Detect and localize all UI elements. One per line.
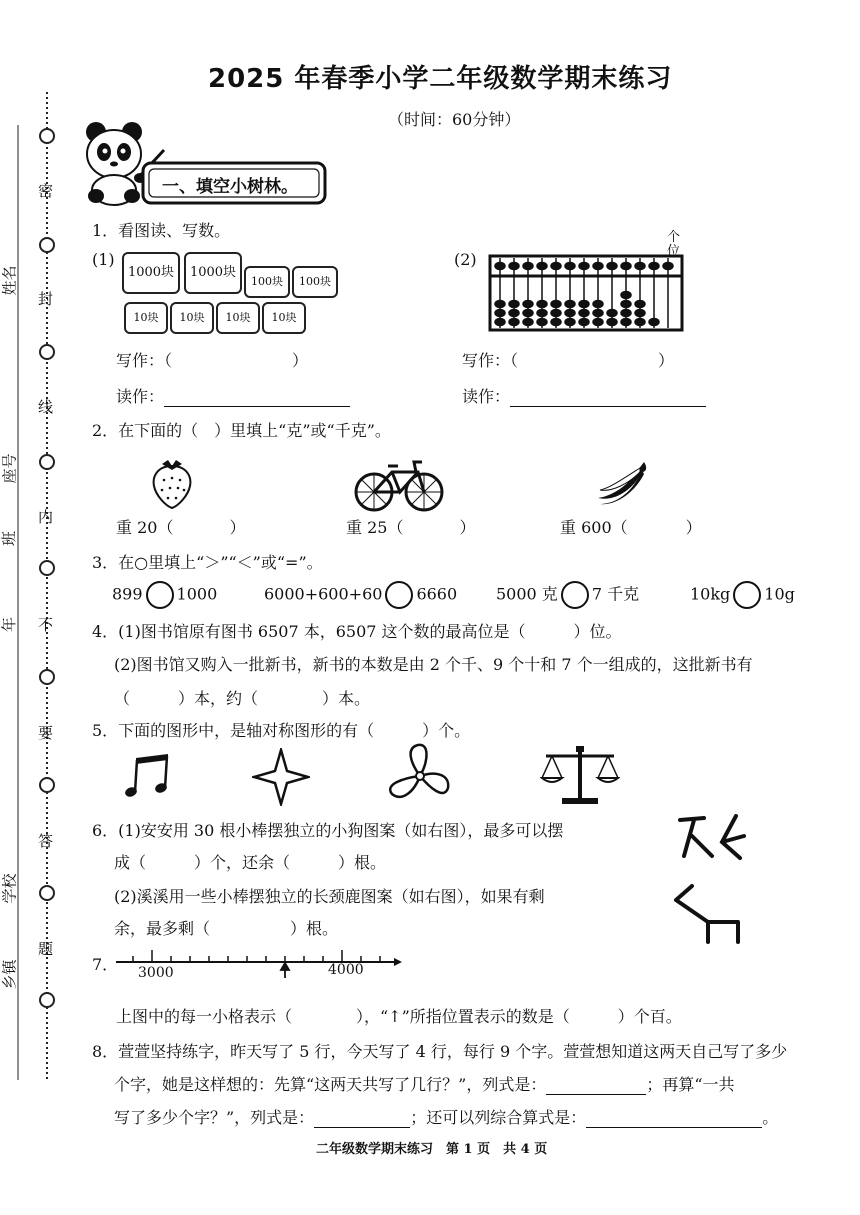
seal-char: 不 xyxy=(38,616,54,634)
abacus-bead xyxy=(593,319,603,326)
stick-dog-figure xyxy=(674,812,754,862)
q1-read-row-1 xyxy=(116,384,350,407)
question-4-line-3: （ ）本，约（ ）本。 xyxy=(114,689,371,708)
compare-1 xyxy=(112,581,217,609)
arrow-head xyxy=(281,963,289,970)
q2-close: ） xyxy=(685,518,702,537)
abacus-bead xyxy=(523,263,533,270)
question-5-stem: 5．下面的图形中，是轴对称图形的有（ ）个。 xyxy=(92,721,471,740)
bill-label: 10块 xyxy=(225,311,251,324)
compare-left: 5000 克 xyxy=(496,584,558,604)
compare-left: 6000+600+60 xyxy=(264,584,383,604)
q2-item-3 xyxy=(560,515,702,538)
compare-3 xyxy=(496,581,639,609)
compare-circle[interactable] xyxy=(561,581,589,609)
page-footer: 二年级数学期末练习 第 1 页 共 4 页 xyxy=(316,1142,548,1157)
abacus-bead xyxy=(537,301,547,308)
abacus-bead xyxy=(621,263,631,270)
music-note-icon xyxy=(124,752,172,802)
balance-scale-icon xyxy=(540,744,620,806)
question-1-stem: 1．看图读、写数。 xyxy=(92,221,231,240)
write-label: 写作：（ xyxy=(116,351,173,370)
page-title: 2025 年春季小学二年级数学期末练习 xyxy=(208,64,673,94)
abacus-bead xyxy=(495,310,505,317)
q1-part-2-label: (2) xyxy=(454,250,477,269)
abacus-bead xyxy=(523,310,533,317)
q2-item-2 xyxy=(346,515,475,538)
abacus-bead xyxy=(565,301,575,308)
bill-1000 xyxy=(122,252,180,294)
write-close: ） xyxy=(658,351,675,370)
town-label: 乡镇 xyxy=(0,959,19,990)
question-8-line-1: 8．萱萱坚持练字，昨天写了 5 行，今天写了 4 行，每行 9 个字。萱萱想知道这两天自己写了多少 xyxy=(92,1042,788,1061)
question-8-line-2 xyxy=(114,1072,735,1095)
question-8-line-3 xyxy=(114,1105,778,1128)
abacus-bead xyxy=(551,310,561,317)
seat-label: 座号 xyxy=(0,453,19,484)
q2-item-label: 重 600（ xyxy=(560,518,628,537)
abacus-bead xyxy=(579,301,589,308)
bill-10 xyxy=(170,302,214,334)
bill-label: 1000块 xyxy=(189,265,237,280)
compare-circle[interactable] xyxy=(146,581,174,609)
bill-10 xyxy=(262,302,306,334)
bill-1000 xyxy=(184,252,242,294)
abacus-bead xyxy=(621,319,631,326)
question-3-stem: 3．在○里填上“＞”“＜”或“=”。 xyxy=(92,553,323,572)
abacus-label-top: 个 xyxy=(667,230,681,245)
stick-giraffe-figure xyxy=(672,882,752,944)
question-6-line-3: (2)溪溪用一些小棒摆独立的长颈鹿图案（如右图），如果有剩 xyxy=(114,887,545,906)
abacus-bead xyxy=(523,319,533,326)
abacus-bead xyxy=(579,319,589,326)
bicycle-icon xyxy=(354,458,444,514)
abacus-bead xyxy=(551,263,561,270)
q8-text: ；再算“一共 xyxy=(646,1075,735,1094)
q1-write-label-2 xyxy=(462,348,674,371)
bill-label: 10块 xyxy=(179,311,205,324)
bill-10 xyxy=(216,302,260,334)
write-close: ） xyxy=(292,351,309,370)
abacus-bead xyxy=(579,263,589,270)
abacus-bead xyxy=(593,310,603,317)
abacus-bead xyxy=(607,310,617,317)
q1-part-1-label: (1) xyxy=(92,250,115,269)
tick-label-3000: 3000 xyxy=(138,965,174,981)
q1-write-label-1 xyxy=(116,348,308,371)
bill-label: 1000块 xyxy=(127,265,175,280)
time-note: （时间：60分钟） xyxy=(388,110,521,129)
abacus-bead xyxy=(649,263,659,270)
abacus-bead xyxy=(593,263,603,270)
compare-right: 1000 xyxy=(176,584,218,604)
seal-char: 密 xyxy=(38,182,54,200)
answer-line[interactable] xyxy=(510,406,706,407)
bill-label: 10块 xyxy=(133,311,159,324)
q8-text: 。 xyxy=(762,1108,779,1127)
abacus-bead xyxy=(593,301,603,308)
q2-item-label: 重 20（ xyxy=(116,518,174,537)
abacus-bead xyxy=(621,310,631,317)
abacus-label-bottom: 位 xyxy=(667,244,681,259)
grade-label: 年 xyxy=(0,616,19,633)
seal-char: 题 xyxy=(38,940,54,958)
read-label: 读作： xyxy=(462,387,511,406)
abacus-bead xyxy=(509,310,519,317)
answer-line[interactable] xyxy=(164,406,350,407)
seal-char: 答 xyxy=(38,832,54,850)
section-title: 一、填空小树林。 xyxy=(162,177,298,197)
abacus-bead xyxy=(663,263,673,270)
answer-line[interactable] xyxy=(314,1127,410,1128)
bill-10 xyxy=(124,302,168,334)
compare-right: 6660 xyxy=(416,584,458,604)
bill-100 xyxy=(244,266,290,298)
answer-line[interactable] xyxy=(546,1094,646,1095)
abacus-bead xyxy=(635,310,645,317)
read-label: 读作： xyxy=(116,387,165,406)
question-7-number: 7． xyxy=(92,955,119,974)
bill-100 xyxy=(292,266,338,298)
abacus-bead xyxy=(621,292,631,299)
fan-blade-icon xyxy=(384,742,456,812)
q2-item-label: 重 25（ xyxy=(346,518,404,537)
q8-text: 写了多少个字？”，列式是： xyxy=(114,1108,315,1127)
abacus-bead xyxy=(635,263,645,270)
abacus-bead xyxy=(565,263,575,270)
abacus-bead xyxy=(495,301,505,308)
compare-right: 7 千克 xyxy=(591,584,640,604)
compare-circle[interactable] xyxy=(385,581,413,609)
abacus-bead xyxy=(537,310,547,317)
q8-text: ；还可以列综合算式是： xyxy=(410,1108,587,1127)
abacus-bead xyxy=(537,319,547,326)
banana-icon xyxy=(594,458,650,508)
bill-label: 100块 xyxy=(251,275,283,288)
question-6-line-4: 余，最多剩（ ）根。 xyxy=(114,919,339,938)
strawberry-icon xyxy=(150,458,194,510)
class-label: 班 xyxy=(0,530,19,547)
abacus-bead xyxy=(509,263,519,270)
seal-char: 内 xyxy=(38,508,54,526)
abacus-bead xyxy=(635,319,645,326)
name-label: 姓名 xyxy=(0,265,19,296)
abacus-bead xyxy=(607,319,617,326)
compare-left: 10kg xyxy=(690,584,731,604)
q2-close: ） xyxy=(229,518,246,537)
question-4-line-1: 4．(1)图书馆原有图书 6507 本，6507 这个数的最高位是（ ）位。 xyxy=(92,622,622,641)
abacus-bead xyxy=(537,263,547,270)
seal-char: 要 xyxy=(38,724,54,742)
abacus-bead xyxy=(495,319,505,326)
question-6-line-1: 6．(1)安安用 30 根小棒摆独立的小狗图案（如右图），最多可以摆 xyxy=(92,821,564,840)
compare-left: 899 xyxy=(112,584,143,604)
write-label: 写作：（ xyxy=(462,351,519,370)
school-label: 学校 xyxy=(0,873,19,904)
four-point-star-icon xyxy=(252,748,310,806)
compare-right: 10g xyxy=(764,584,795,604)
abacus-bead xyxy=(565,319,575,326)
bill-label: 100块 xyxy=(299,275,331,288)
abacus-bead xyxy=(551,301,561,308)
question-2-stem: 2．在下面的（ ）里填上“克”或“千克”。 xyxy=(92,421,391,440)
question-4-line-2: (2)图书馆又购入一批新书，新书的本数是由 2 个千、9 个十和 7 个一组成的，这批新书有 xyxy=(114,655,753,674)
compare-2 xyxy=(264,581,457,609)
abacus-bead xyxy=(621,301,631,308)
q2-item-1 xyxy=(116,515,245,538)
abacus-bead xyxy=(523,301,533,308)
question-6-line-2: 成（ ）个，还余（ ）根。 xyxy=(114,853,387,872)
abacus-image xyxy=(488,254,686,334)
binding-lines xyxy=(0,0,70,1100)
abacus-bead xyxy=(509,319,519,326)
q8-text: 个字，她是这样想的：先算“这两天共写了几行？”，列式是： xyxy=(114,1075,547,1094)
abacus-bead xyxy=(579,310,589,317)
tick-label-4000: 4000 xyxy=(328,962,364,978)
abacus-bead xyxy=(495,263,505,270)
compare-4 xyxy=(690,581,795,609)
abacus-bead xyxy=(607,263,617,270)
abacus-bead xyxy=(649,319,659,326)
abacus-bead xyxy=(509,301,519,308)
compare-circle[interactable] xyxy=(733,581,761,609)
seal-char: 封 xyxy=(38,290,54,308)
question-7-text: 上图中的每一小格表示（ ），“↑”所指位置表示的数是（ ）个百。 xyxy=(116,1007,682,1026)
seal-char: 线 xyxy=(38,398,54,416)
q2-close: ） xyxy=(459,518,476,537)
abacus-bead xyxy=(551,319,561,326)
abacus-bead xyxy=(565,310,575,317)
answer-line[interactable] xyxy=(586,1127,762,1128)
abacus-bead xyxy=(635,301,645,308)
q1-read-row-2 xyxy=(462,384,706,407)
bill-label: 10块 xyxy=(271,311,297,324)
